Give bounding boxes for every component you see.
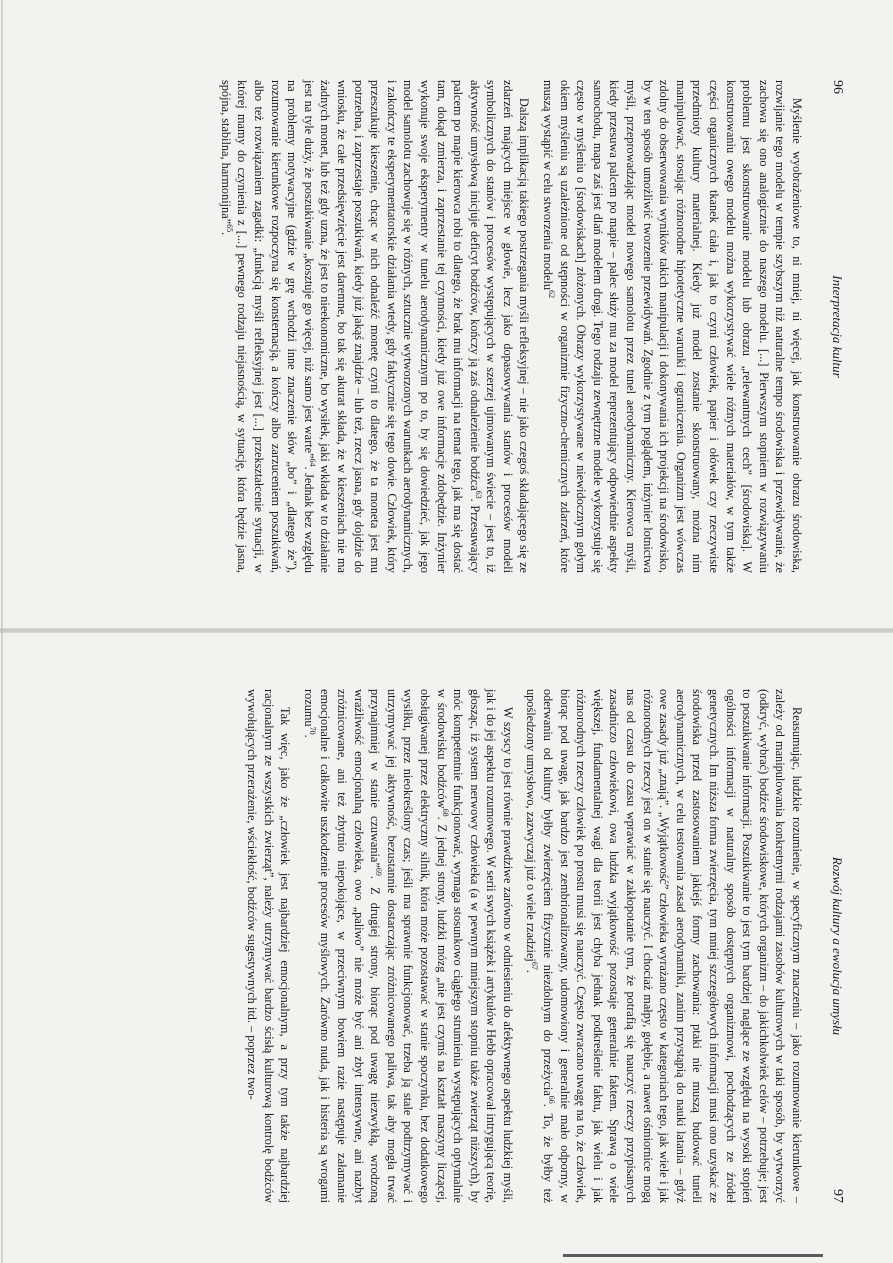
left-running-head	[823, 80, 845, 573]
left-page	[0, 0, 893, 631]
right-running-title: Rozwój kultury a ewolucja umysłu	[830, 856, 845, 1036]
left-page-number: 96	[830, 80, 845, 94]
right-paragraph: Tak więc, jako że „człowiek jest najbardziej emocjonalnym, a przy tym także najbardziej racjonalnym ze wszystkich zwierząt”, należy utrzymywać bardzo ścisłą kulturową kontrolę bodźców wywołujących przerażenie, wściekłość, bodźców sugestywnych itd. – poprzez two-	[245, 689, 293, 1203]
scan-bottom-line	[1, 0, 3, 1263]
right-paragraph: W szyscy to jest równie prawdziwe zarówno w odniesieniu do afektywnego aspektu ludzkiej myśli, jak i do jej aspektu rozumowego. W serii swych książek i artykułów Hebb opracował intrygującą teorię, głosząc, iż system nerwowy człowieka (a w pewnym mniejszym stopniu także zwierząt niższych), by móc kompetentnie funkcjonować, wymaga stosunkowo ciągłego strumienia występujących optymalnie w środowisku bodźców$^{68}$. Z jednej strony, ludzki mózg „nie jest czymś na kształt maszyny liczącej, obsługiwanej przez elektryczny silnik, która może pozostawać w stanie spoczynku, bez dodatkowego wysiłku, przez nieokreślony czas; jeśli ma sprawnie funkcjonować, trzeba ją stale podtrzymywać i utrzymywać jej aktywność, bezustannie dostarczając zróżnicowanego paliwa, tak aby mogła trwać przynajmniej w stanie czuwania”$^{69}$. Z drugiej strony, biorąc pod uwagę niezwykłą, wrodzoną wrażliwość emocjonalną człowieka, owo „paliwo” nie może być ani zbyt intensywne, ani nazbyt zróżnicowane, ani też zbytnio niepokojące, w przeciwnym bowiem razie następuje załamanie emocjonalne i całkowite uszkodzenie procesów myślowych. Zarówno nuda, jak i histeria są wrogami rozumu$^{70}$.	[301, 689, 515, 1203]
left-paragraph: Myślenie wyobrażeniowe to, ni mniej, ni więcej, jak konstruowanie obrazu środowiska, rozwijanie tego modelu w tempie szybszym niż naturalne tempo środowiska i przewidywanie, że zachowa się ono analogicznie do naszego modelu. [...] Pierwszym stopniem w rozwiązywaniu problemu jest skonstruowanie modelu lub obrazu „relewantnych cech” [środowiska]. W konstruowaniu owego modelu można wykorzystywać wiele różnych materiałów, w tym także części organicznych tkanek ciała i, jak to czyni człowiek, papier i ołówek czy rzeczywiste przedmioty kultury materialnej. Kiedy już model zostanie skonstruowany, można nim manipulować, stosując różnorodne hipotetyczne warunki i ograniczenia. Organizm jest wówczas zdolny do obserwowania wyników takich manipulacji i dokonywania ich projekcji na środowisko, by w ten sposób umożliwić tworzenie przewidywań. Zgodnie z tym poglądem, inżynier lotnictwa myśli, przeprowadzając model nowego samolotu przez tunel aerodynamiczny. Kierowca myśli, kiedy przesuwa palcem po mapie – palec służy mu za model reprezentujący odpowiednie aspekty samochodu, mapa zaś jest dlań modelem drogi. Tego rodzaju zewnętrzne modele wykorzystuje się często w myśleniu o [środowiskach] złożonych. Obrazy wykorzystywane w niewidocznym gołym okiem myśleniu są uzależnione od stępności w organizmie fizyczno-chemicznych zdarzeń, które muszą wystąpić w celu stworzenia modelu$^{62}$	[541, 80, 804, 573]
right-running-head	[823, 689, 845, 1203]
left-body-text	[217, 80, 805, 573]
left-paragraph: Dalszą implikacją takiego postrzegania myśli refleksyjnej – nie jako czegoś składającego się ze zdarzeń mających miejsce w głowie, lecz jako dopasowywania stanów i procesów modeli symbolicznych do stanów i procesów występujących w szerzej ujmowanym świecie – jest to, iż aktywność umysłową inicjuje deficyt bodźców, kończy ją zaś odnalezienie bodźca$^{63}$. Przesuwający palcem po mapie kierowca robi to dlatego, że brak mu informacji na temat tego, jak ma się dostać tam, dokąd zmierza, i zaprzestanie tej czynności, kiedy już owe informacje zdobędzie. Inżynier wykonuje swoje eksperymenty w tunelu aerodynamicznym po to, by się dowiedzieć, jak jego model samolotu zachowuje się w różnych, sztucznie wytworzonych warunkach aerodynamicznych, i zakończy te eksperymentatorskie działania wtedy, gdy faktycznie się tego dowie. Człowiek, który przeszukuje kieszenie, chcąc w nich odnaleźć monetę czyni to dlatego, że ta moneta jest mu potrzebna, i zaprzestaje poszukiwań, kiedy już jakąś znajdzie – lub też, rzecz jasna, gdy dojdzie do wniosku, że całe przedsięwzięcie jest daremne, bo tak się akurat składa, że w kieszeniach nie ma żadnych monet, lub też gdy uzna, że jest to nieekonomiczne, bo wysiłek, jaki wkłada w to działanie jest na tyle duży, że poszukiwanie „kosztuje go więcej, niż samo jest warte”$^{64}$. Jednak bez względu na problemy motywacyjne (gdzie w grę wchodzi inne znaczenie słów „bo” i „dlatego że”), rozumowanie kierunkowe rozpoczyna się konsternacją, a kończy albo zarzuceniem poszukiwań, albo też rozwiązaniem zagadki: „funkcją myśli refleksyjnej jest [...] przekształcenie sytuacji, w której mamy do czynienia z [...] pewnego rodzaju niejasnością, w sytuację, która będzie jasna, spójna, stabilna, harmonijna”$^{65}$.	[218, 80, 532, 573]
right-page	[0, 631, 893, 1263]
right-paragraph: Reasumując, ludzkie rozumienie, w specyficznym znaczeniu – jako rozumowanie kierunkowe – zależy od manipulowania konkretnymi rodzajami zasobów kulturowych w taki sposób, by wytworzyć (odkryć, wybrać) bodźce środowiskowe, których organizm – do jakichkolwiek celów – potrzebuje; jest to poszukiwanie informacji. Poszukiwanie to jest tym bardziej naglące ze względu na wysoki stopień ogólności informacji w naturalny sposób dostępnych organizmowi, pochodzących ze źródeł genetycznych. Im niższa forma zwierzęcia, tym mniej szczegółowych informacji musi ono uzyskać ze środowiska przed zastosowaniem jakiejś formy zachowania: ptaki nie muszą budować tuneli aerodynamicznych, w celu testowania zasad aerodynamiki, zanim przystąpią do nauki latania – gdyż owe zasady już „znają”. „Wyjątkowość” człowieka wyrażano często w kategoriach tego, jak wiele i jak różnorodnych rzeczy jest on w stanie się nauczyć. I chociaż małpy, gołębie, a nawet ośmiornice mogą nas od czasu do czasu wprawiać w zakłopotanie tym, że potrafią się nauczyć rzeczy przypisanych zasadniczo człowiekowi, owa ludzka wyjątkowość pozostaje generalnie faktem. Sprawą o wiele większej, fundamentalnej wagi dla teorii jest chyba jednak podkreślenie faktu, jak wielu i jak różnorodnych rzeczy człowiek po prostu musi się nauczyć. Często zwracano uwagę na to, że człowiek, biorąc pod uwagę, jak bardzo jest zembrionalizowany, udomowiony i generalnie mało odporny, w oderwaniu od kultury byłby zwierzęciem fizycznie niezdolnym do przeżycia$^{66}$. To, że byłby też upośledzony umysłowo, zazwyczaj już o wiele rzadziej$^{67}$.	[524, 689, 804, 1203]
scan-edge-shadow	[563, 1254, 823, 1257]
right-body-text	[243, 689, 805, 1203]
right-page-number: 97	[830, 1189, 845, 1203]
left-running-title: Interpretacja kultur	[830, 275, 845, 378]
